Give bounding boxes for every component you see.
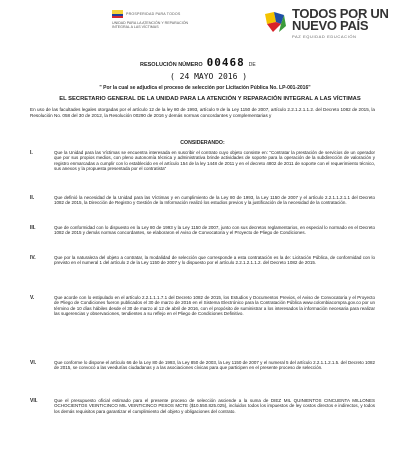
item-text: Que conforme lo dispone el artículo 66 de la Ley 80 de 1993, la Ley 850 de 2003, la Ley 1150 de 2007 y el numeral 5 del artículo 2.2.1.1.2.1.5. del Decreto 1082 de 2015, se convocó a las veedurías ciudadanas y a las asociaciones cívicas para que participen en el presente proceso de selección. bbox=[54, 360, 375, 371]
considerando-item bbox=[30, 398, 375, 414]
considering-heading: CONSIDERANDO: bbox=[180, 140, 225, 146]
resolution-de: DE bbox=[248, 62, 256, 68]
item-numeral: V. bbox=[30, 295, 35, 301]
nuevo-pais-logo-icon bbox=[262, 10, 288, 34]
colombia-flag-icon bbox=[112, 10, 123, 18]
resolution-subject: " Por la cual se adjudica el proceso de selección por Licitación Pública No. LP-001-2016" bbox=[99, 85, 311, 91]
authority-heading: EL SECRETARIO GENERAL DE LA UNIDAD PARA LA ATENCIÓN Y REPARACIÓN INTEGRAL A LAS VÍCTIMAS bbox=[59, 96, 361, 102]
resolution-number-line bbox=[140, 56, 256, 69]
item-numeral: III. bbox=[30, 225, 36, 231]
item-numeral: II. bbox=[30, 195, 35, 201]
considerando-item bbox=[30, 225, 375, 236]
slogan-line-2: NUEVO PAÍS bbox=[292, 18, 369, 33]
item-text: Que acorde con lo estipulado en el artículo 2.2.1.1.1.7.1 del Decreto 1082 de 2015, los Estudios y Documentos Previos, el Aviso de Convocatoria y el Proyecto de Pliego de Condiciones fueron publicados el 30 de marzo de 2016 en el Sistema Electrónico para la Contratación Pública www.colombiacompra.gov.co por un término de 10 días hábiles desde el 30 de marzo al 12 de abril de 2016, con el propósito de suministrar a los interesados la información necesaria para realizar las sugerencias y observaciones, tendientes a su reflejo en el Pliego de Condiciones Definitivo. bbox=[54, 295, 375, 317]
resolution-label: RESOLUCIÓN NÚMERO bbox=[140, 62, 203, 68]
considerando-item bbox=[30, 150, 375, 172]
item-text: Que definió la necesidad de la Unidad para las Víctimas y en cumplimiento de la Ley 80 de 1993, la Ley 1150 de 2007 y el artículo 2.2.1.1.2.1.1 del Decreto 1082 de 2015, la Dirección de Registro y Gestión de la Información realizó los estudios previos y la justificación de la necesidad de la contratación. bbox=[54, 195, 375, 206]
prosperity-text: PROSPERIDAD PARA TODOS bbox=[126, 12, 181, 16]
resolution-number: 00468 bbox=[206, 56, 245, 69]
item-numeral: I. bbox=[30, 150, 33, 156]
item-text: Que por la naturaleza del objeto a contratar, la modalidad de selección que corresponde a esta contratación es la de: Licitación Pública, de conformidad con lo previsto en el numeral 1 del artículo 2 de la Ley 1150 de 2007 y lo dispuesto por el artículo 2.2.1.2.1.1.2. del Decreto 1082 de 2015. bbox=[54, 255, 375, 266]
government-header bbox=[112, 10, 202, 30]
item-text: Que el presupuesto oficial estimado para el presente proceso de selección asciende a la suma de DIEZ MIL QUINIENTOS CINCUENTA MILLONES OCHOCIENTOS VEINTICINCO MIL VEINTICINCO PESOS MCTE ($10.550.825.025), incluidos todos los impuestos de ley costos directos e indirectos, y todos los demás requisitos para garantizar el cumplimiento del objeto y obligaciones del contrato. bbox=[54, 398, 375, 414]
slogan-line-1: TODOS POR UN bbox=[292, 6, 389, 21]
item-numeral: IV. bbox=[30, 255, 36, 261]
slogan-subtitle: PAZ EQUIDAD EDUCACIÓN bbox=[292, 34, 357, 39]
item-numeral: VI. bbox=[30, 360, 37, 366]
considerando-item bbox=[30, 295, 375, 317]
unit-name: UNIDAD PARA LA ATENCIÓN Y REPARACIÓN INTEGRAL A LAS VÍCTIMAS bbox=[112, 21, 189, 30]
resolution-date: ( 24 MAYO 2016 ) bbox=[170, 72, 248, 81]
considerando-item bbox=[30, 195, 375, 206]
considerando-item bbox=[30, 255, 375, 266]
item-numeral: VII. bbox=[30, 398, 38, 404]
intro-paragraph: En uso de las facultades legales otorgadas por el artículo 12 de la ley 80 de 1993, artículo 9 de la Ley 1150 de 2007, artículo 2.2.1.2.1.1.2. del Decreto 1082 de 2015, la Resolución No. 058 del 30 de 2012, la Resolución 00290 de 2016 y demás normas concordantes y complementarias y bbox=[30, 107, 375, 118]
considerando-item bbox=[30, 360, 375, 371]
item-text: Que la Unidad para las Víctimas se encuentra interesada en suscribir el contrato cuyo objeto consiste en: "Contratar la prestación de servicios de un operador que por sus propios medios, con pleno autonomía técnica y administrativa brinde actividades de soporte para la operación de la subdirección de valoración y registro enmarcadas a cumplir con lo establecido en el artículo 154 de la ley 1448 de 2011 y en el decreto 4802 de 2011 de soporte con el requerimiento técnico, sus anexos y la propuesta presentada por el contratista" bbox=[54, 150, 375, 172]
item-text: Que de conformidad con lo dispuesto en la Ley 80 de 1993 y la Ley 1150 de 2007, junto con sus decretos reglamentarios, en especial lo normado en el Decreto 1082 de 2015 y demás normas concordantes, se elaboraron el Aviso de Convocatoria y el Proyecto de Pliego de Condiciones. bbox=[54, 225, 375, 236]
